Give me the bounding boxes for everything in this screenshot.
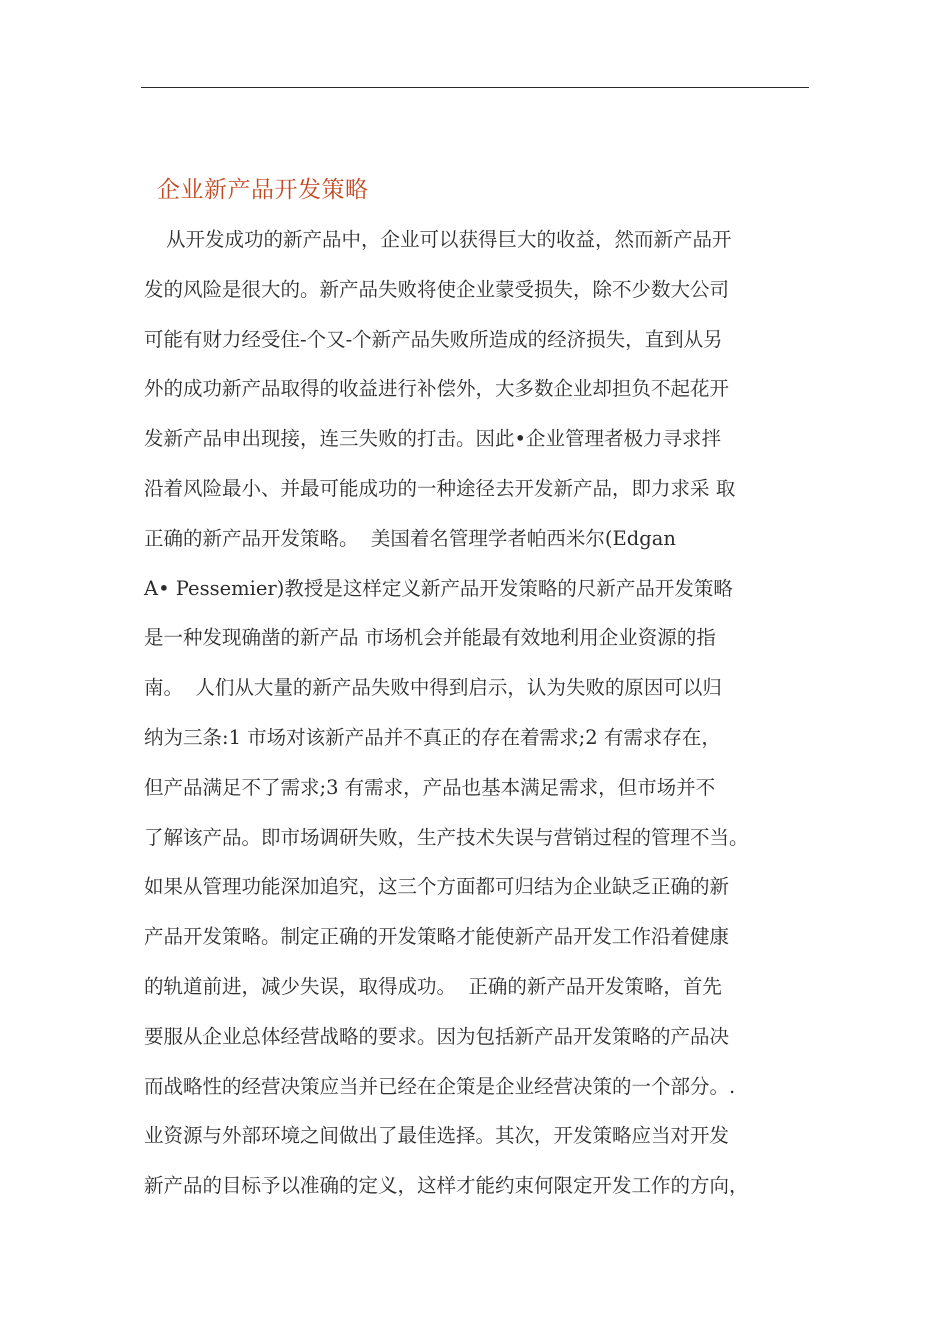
text-line: 南。 人们从大量的新产品失败中得到启示，认为失败的原因可以归 xyxy=(144,676,722,700)
text-line: 如果从管理功能深加追究，这三个方面都可归结为企业缺乏正确的新 xyxy=(144,875,730,899)
document-title: 企业新产品开发策略 xyxy=(157,177,369,203)
text-line: 的轨道前进，减少失误，取得成功。 正确的新产品开发策略，首先 xyxy=(144,974,722,998)
text-line: 要服从企业总体经营战略的要求。因为包括新产品开发策略的产品决 xyxy=(144,1024,730,1048)
text-line: 沿着风险最小、并最可能成功的一种途径去开发新产品，即力求采 取 xyxy=(144,476,736,500)
text-line: 了解该产品。即市场调研失败，生产技术失误与营销过程的管理不当。 xyxy=(144,825,749,849)
text-line: 可能有财力经受住-个又-个新产品失败所造成的经济损失，直到从另 xyxy=(144,327,723,351)
text-line: 纳为三条:1 市场对该新产品并不真正的存在着需求;2 有需求存在， xyxy=(144,725,721,749)
text-line: 正确的新产品开发策略。 美国着名管理学者帕西米尔(Edgan xyxy=(144,526,676,550)
text-line: 而战略性的经营决策应当并已经在企策是企业经营决策的一个部分。. xyxy=(144,1074,736,1098)
text-line: 外的成功新产品取得的收益进行补偿外，大多数企业却担负不起花开 xyxy=(144,377,730,401)
header-rule xyxy=(141,87,809,88)
text-line: 发新产品申出现接，连三失败的打击。因此•企业管理者极力寻求拌 xyxy=(144,427,722,451)
text-line: 业资源与外部环境之间做出了最佳选择。其次，开发策略应当对开发 xyxy=(144,1124,730,1148)
text-line: 发的风险是很大的。新产品失败将使企业蒙受损失，除不少数大公司 xyxy=(144,277,730,301)
text-line: 但产品满足不了需求;3 有需求，产品也基本满足需求，但市场并不 xyxy=(144,775,716,799)
text-line: 从开发成功的新产品中，企业可以获得巨大的收益，然而新产品开 xyxy=(166,228,732,251)
text-line: A• Pessemier)教授是这样定义新产品开发策略的尺新产品开发策略 xyxy=(144,576,733,600)
text-line: 新产品的目标予以准确的定义，这样才能约束何限定开发工作的方向， xyxy=(144,1174,749,1198)
text-line: 产品开发策略。制定正确的开发策略才能使新产品开发工作沿着健康 xyxy=(144,925,730,949)
body-paragraph xyxy=(144,220,824,1216)
text-line: 是一种发现确凿的新产品 市场机会并能最有效地利用企业资源的指 xyxy=(144,626,716,650)
